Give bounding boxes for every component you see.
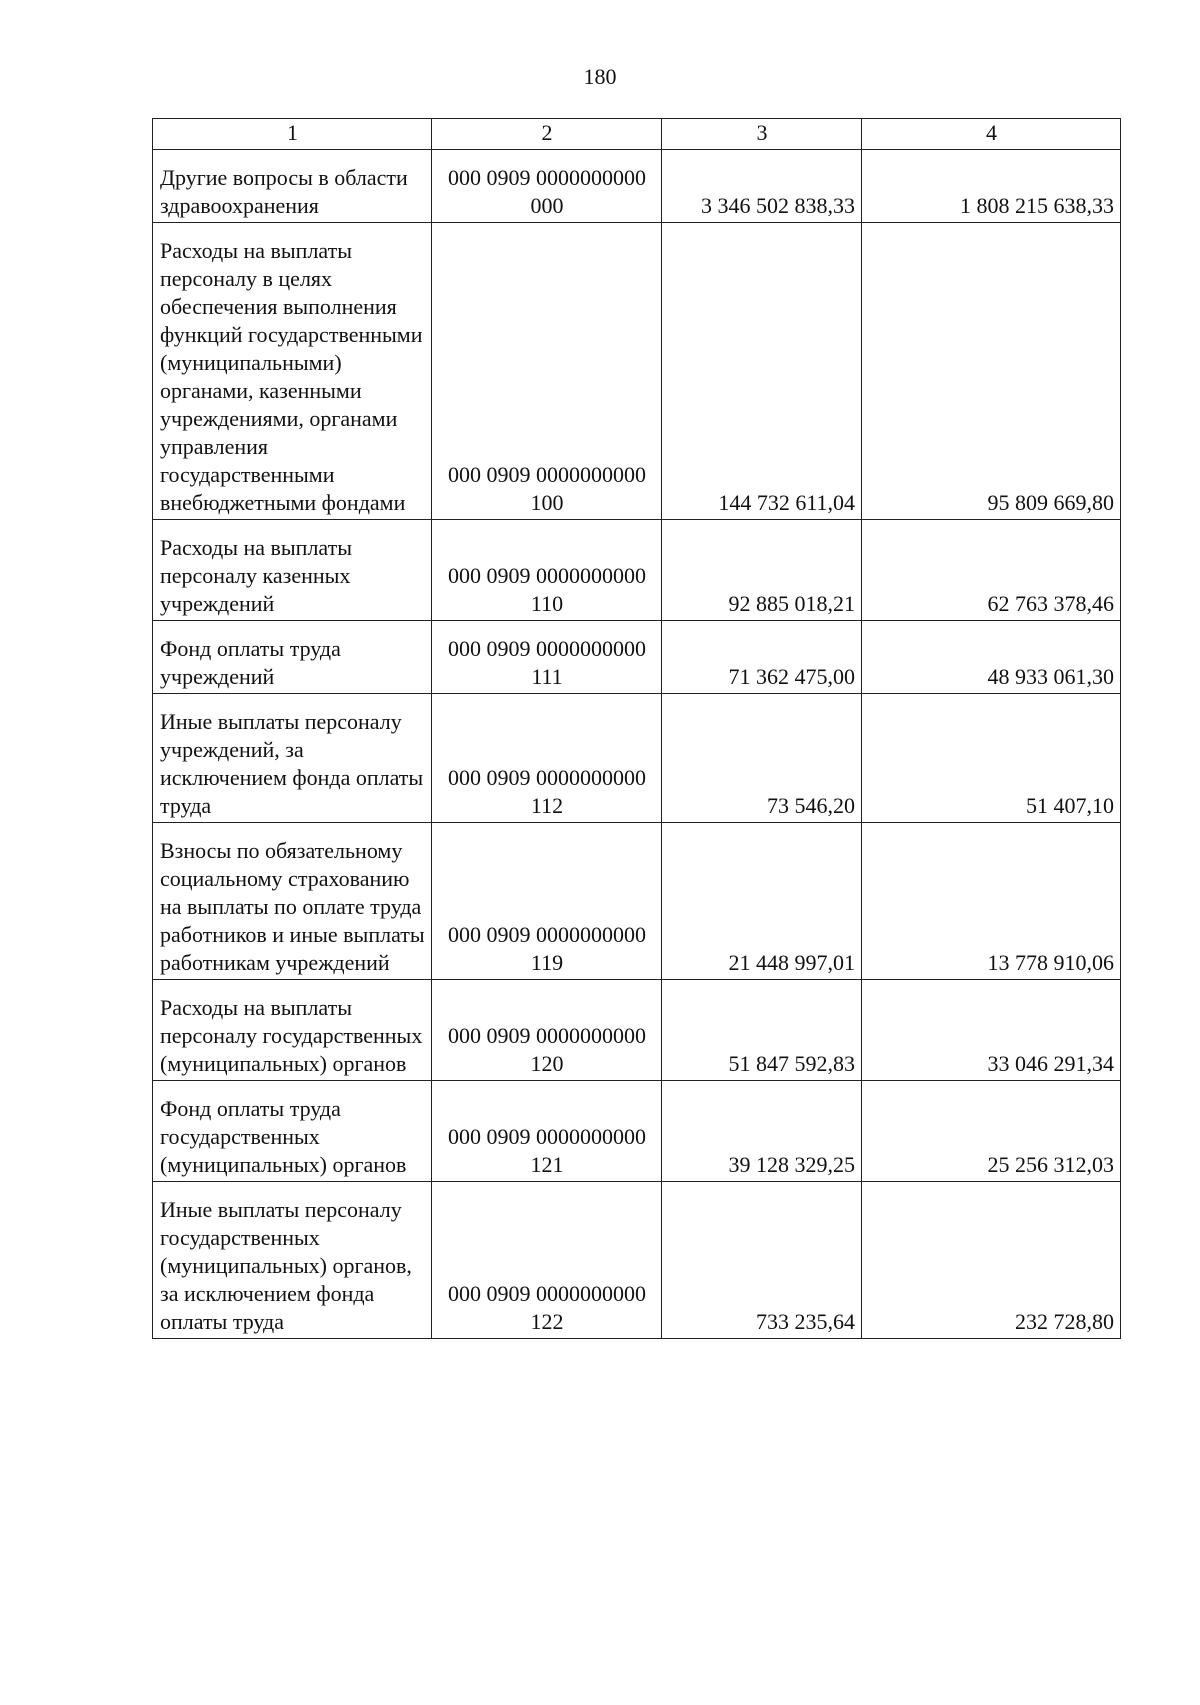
row-name: Иные выплаты персоналу учреждений, за исключением фонда оплаты труда (160, 709, 424, 818)
header-row (153, 119, 1121, 150)
row-code-line2: 119 (530, 950, 564, 975)
row-name-cell (153, 823, 432, 980)
row-value-col3: 21 448 997,01 (662, 823, 862, 980)
table-row (153, 823, 1121, 980)
budget-table (152, 118, 1121, 1339)
row-name-cell (153, 1182, 432, 1339)
row-code-cell (432, 621, 662, 694)
table-row (153, 1182, 1121, 1339)
row-code-cell (432, 980, 662, 1081)
row-code-line1: 000 0909 0000000000 (448, 636, 646, 661)
row-name-cell (153, 980, 432, 1081)
row-code-line1: 000 0909 0000000000 (448, 922, 646, 947)
row-value-col4: 48 933 061,30 (862, 621, 1121, 694)
row-code-line2: 112 (530, 793, 564, 818)
row-name-cell (153, 150, 432, 223)
table-row (153, 621, 1121, 694)
row-value-col3: 71 362 475,00 (662, 621, 862, 694)
row-name-cell (153, 520, 432, 621)
row-name: Расходы на выплаты персоналу казенных учреждений (160, 535, 353, 616)
row-code-line2: 120 (530, 1051, 564, 1076)
table-body (153, 150, 1121, 1339)
row-name-cell (153, 694, 432, 823)
row-value-col3: 39 128 329,25 (662, 1081, 862, 1182)
row-name: Иные выплаты персоналу государственных (муниципальных) органов, за исключением фонда оплаты труда (160, 1197, 412, 1334)
row-code-cell (432, 520, 662, 621)
table-row (153, 150, 1121, 223)
row-code-cell (432, 694, 662, 823)
row-code-line1: 000 0909 0000000000 (448, 765, 646, 790)
row-code-cell (432, 1081, 662, 1182)
row-code-line2: 121 (530, 1152, 564, 1177)
table-row (153, 694, 1121, 823)
row-value-col4: 95 809 669,80 (862, 223, 1121, 520)
header-cell: 4 (862, 119, 1121, 150)
header-cell: 3 (662, 119, 862, 150)
row-code-cell (432, 823, 662, 980)
row-code-cell (432, 1182, 662, 1339)
table-row (153, 520, 1121, 621)
table-row (153, 980, 1121, 1081)
row-value-col4: 62 763 378,46 (862, 520, 1121, 621)
row-code-line1: 000 0909 0000000000 (448, 1281, 646, 1306)
row-value-col4: 232 728,80 (862, 1182, 1121, 1339)
row-code-cell (432, 150, 662, 223)
row-value-col3: 73 546,20 (662, 694, 862, 823)
header-cell: 2 (432, 119, 662, 150)
row-value-col4: 51 407,10 (862, 694, 1121, 823)
row-code-line1: 000 0909 0000000000 (448, 165, 646, 190)
row-value-col4: 25 256 312,03 (862, 1081, 1121, 1182)
row-name-cell (153, 223, 432, 520)
row-code-line2: 111 (531, 664, 563, 689)
row-value-col3: 92 885 018,21 (662, 520, 862, 621)
row-value-col3: 733 235,64 (662, 1182, 862, 1339)
row-name: Расходы на выплаты персоналу государственных (муниципальных) органов (160, 995, 423, 1076)
row-code-line1: 000 0909 0000000000 (448, 462, 646, 487)
row-value-col3: 51 847 592,83 (662, 980, 862, 1081)
page-number: 180 (583, 64, 617, 89)
row-name: Взносы по обязательному социальному страхованию на выплаты по оплате труда работников и иные выплаты работникам учреждений (160, 838, 425, 975)
row-name-cell (153, 621, 432, 694)
row-value-col4: 13 778 910,06 (862, 823, 1121, 980)
row-code-line2: 000 (530, 193, 564, 218)
row-name: Другие вопросы в области здравоохранения (160, 165, 408, 218)
row-name: Фонд оплаты труда государственных (муниципальных) органов (160, 1096, 407, 1177)
header-cell: 1 (153, 119, 432, 150)
row-name: Расходы на выплаты персоналу в целях обеспечения выполнения функций государственными (муниципальными) органами, казенными учреждениями, органами управления государственными внебюджетными фондами (160, 238, 423, 515)
row-value-col4: 1 808 215 638,33 (862, 150, 1121, 223)
row-code-line1: 000 0909 0000000000 (448, 563, 646, 588)
row-code-cell (432, 223, 662, 520)
row-code-line2: 100 (530, 490, 564, 515)
row-code-line2: 122 (530, 1309, 564, 1334)
row-name: Фонд оплаты труда учреждений (160, 636, 341, 689)
row-code-line2: 110 (530, 591, 564, 616)
row-value-col3: 144 732 611,04 (662, 223, 862, 520)
row-code-line1: 000 0909 0000000000 (448, 1124, 646, 1149)
row-value-col4: 33 046 291,34 (862, 980, 1121, 1081)
row-value-col3: 3 346 502 838,33 (662, 150, 862, 223)
row-code-line1: 000 0909 0000000000 (448, 1023, 646, 1048)
table-row (153, 1081, 1121, 1182)
row-name-cell (153, 1081, 432, 1182)
table-row (153, 223, 1121, 520)
